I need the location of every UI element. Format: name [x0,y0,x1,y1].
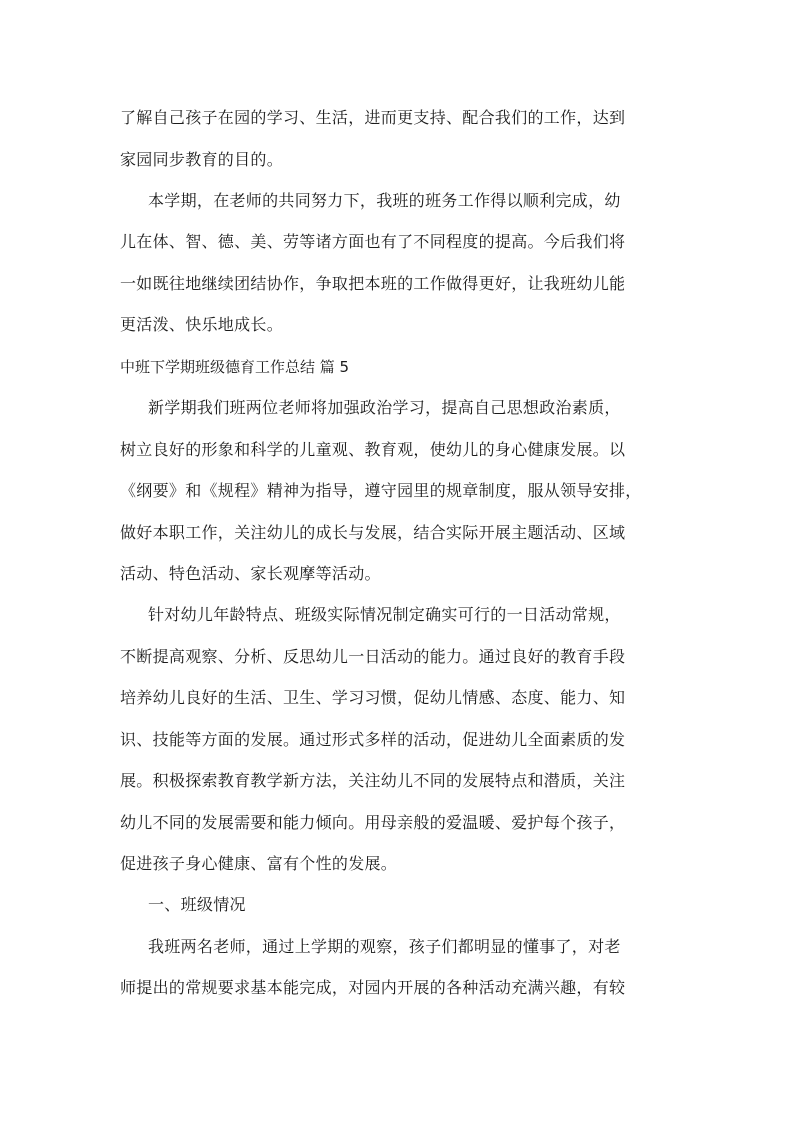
paragraph-line: 一如既往地继续团结协作，争取把本班的工作做得更好，让我班幼儿能 [120,274,626,293]
paragraph-line: 儿在体、智、德、美、劳等诸方面也有了不同程度的提高。今后我们将 [120,232,626,251]
paragraph-line: 展。积极探索教育教学新方法，关注幼儿不同的发展特点和潜质，关注 [120,771,626,790]
paragraph-line: 《纲要》和《规程》精神为指导，遵守园里的规章制度，服从领导安排， [120,481,642,500]
paragraph-line: 针对幼儿年龄特点、班级实际情况制定确实可行的一日活动常规， [148,605,621,624]
paragraph-line: 幼儿不同的发展需要和能力倾向。用母亲般的爱温暖、爱护每个孩子， [120,813,626,832]
section-subheading: 一、班级情况 [148,895,246,914]
paragraph-line: 我班两名老师，通过上学期的观察，孩子们都明显的懂事了，对老 [148,937,621,956]
paragraph-line: 新学期我们班两位老师将加强政治学习，提高自己思想政治素质， [148,398,621,417]
section-heading: 中班下学期班级德育工作总结 篇 5 [120,358,350,376]
paragraph-line: 不断提高观察、分析、反思幼儿一日活动的能力。通过良好的教育手段 [120,647,626,666]
paragraph-line: 树立良好的形象和科学的儿童观、教育观，使幼儿的身心健康发展。以 [120,440,626,459]
paragraph-line: 更活泼、快乐地成长。 [120,315,284,334]
paragraph-line: 了解自己孩子在园的学习、生活，进而更支持、配合我们的工作，达到 [120,108,626,127]
paragraph-line: 家园同步教育的目的。 [120,150,284,169]
paragraph-line: 活动、特色活动、家长观摩等活动。 [120,564,381,583]
paragraph-line: 本学期，在老师的共同努力下，我班的班务工作得以顺利完成，幼 [148,191,621,210]
paragraph-line: 做好本职工作，关注幼儿的成长与发展，结合实际开展主题活动、区域 [120,523,626,542]
paragraph-line: 培养幼儿良好的生活、卫生、学习习惯，促幼儿情感、态度、能力、知 [120,688,626,707]
paragraph-line: 师提出的常规要求基本能完成，对园内开展的各种活动充满兴趣，有较 [120,978,626,997]
paragraph-line: 促进孩子身心健康、富有个性的发展。 [120,854,398,873]
paragraph-line: 识、技能等方面的发展。通过形式多样的活动，促进幼儿全面素质的发 [120,730,626,749]
